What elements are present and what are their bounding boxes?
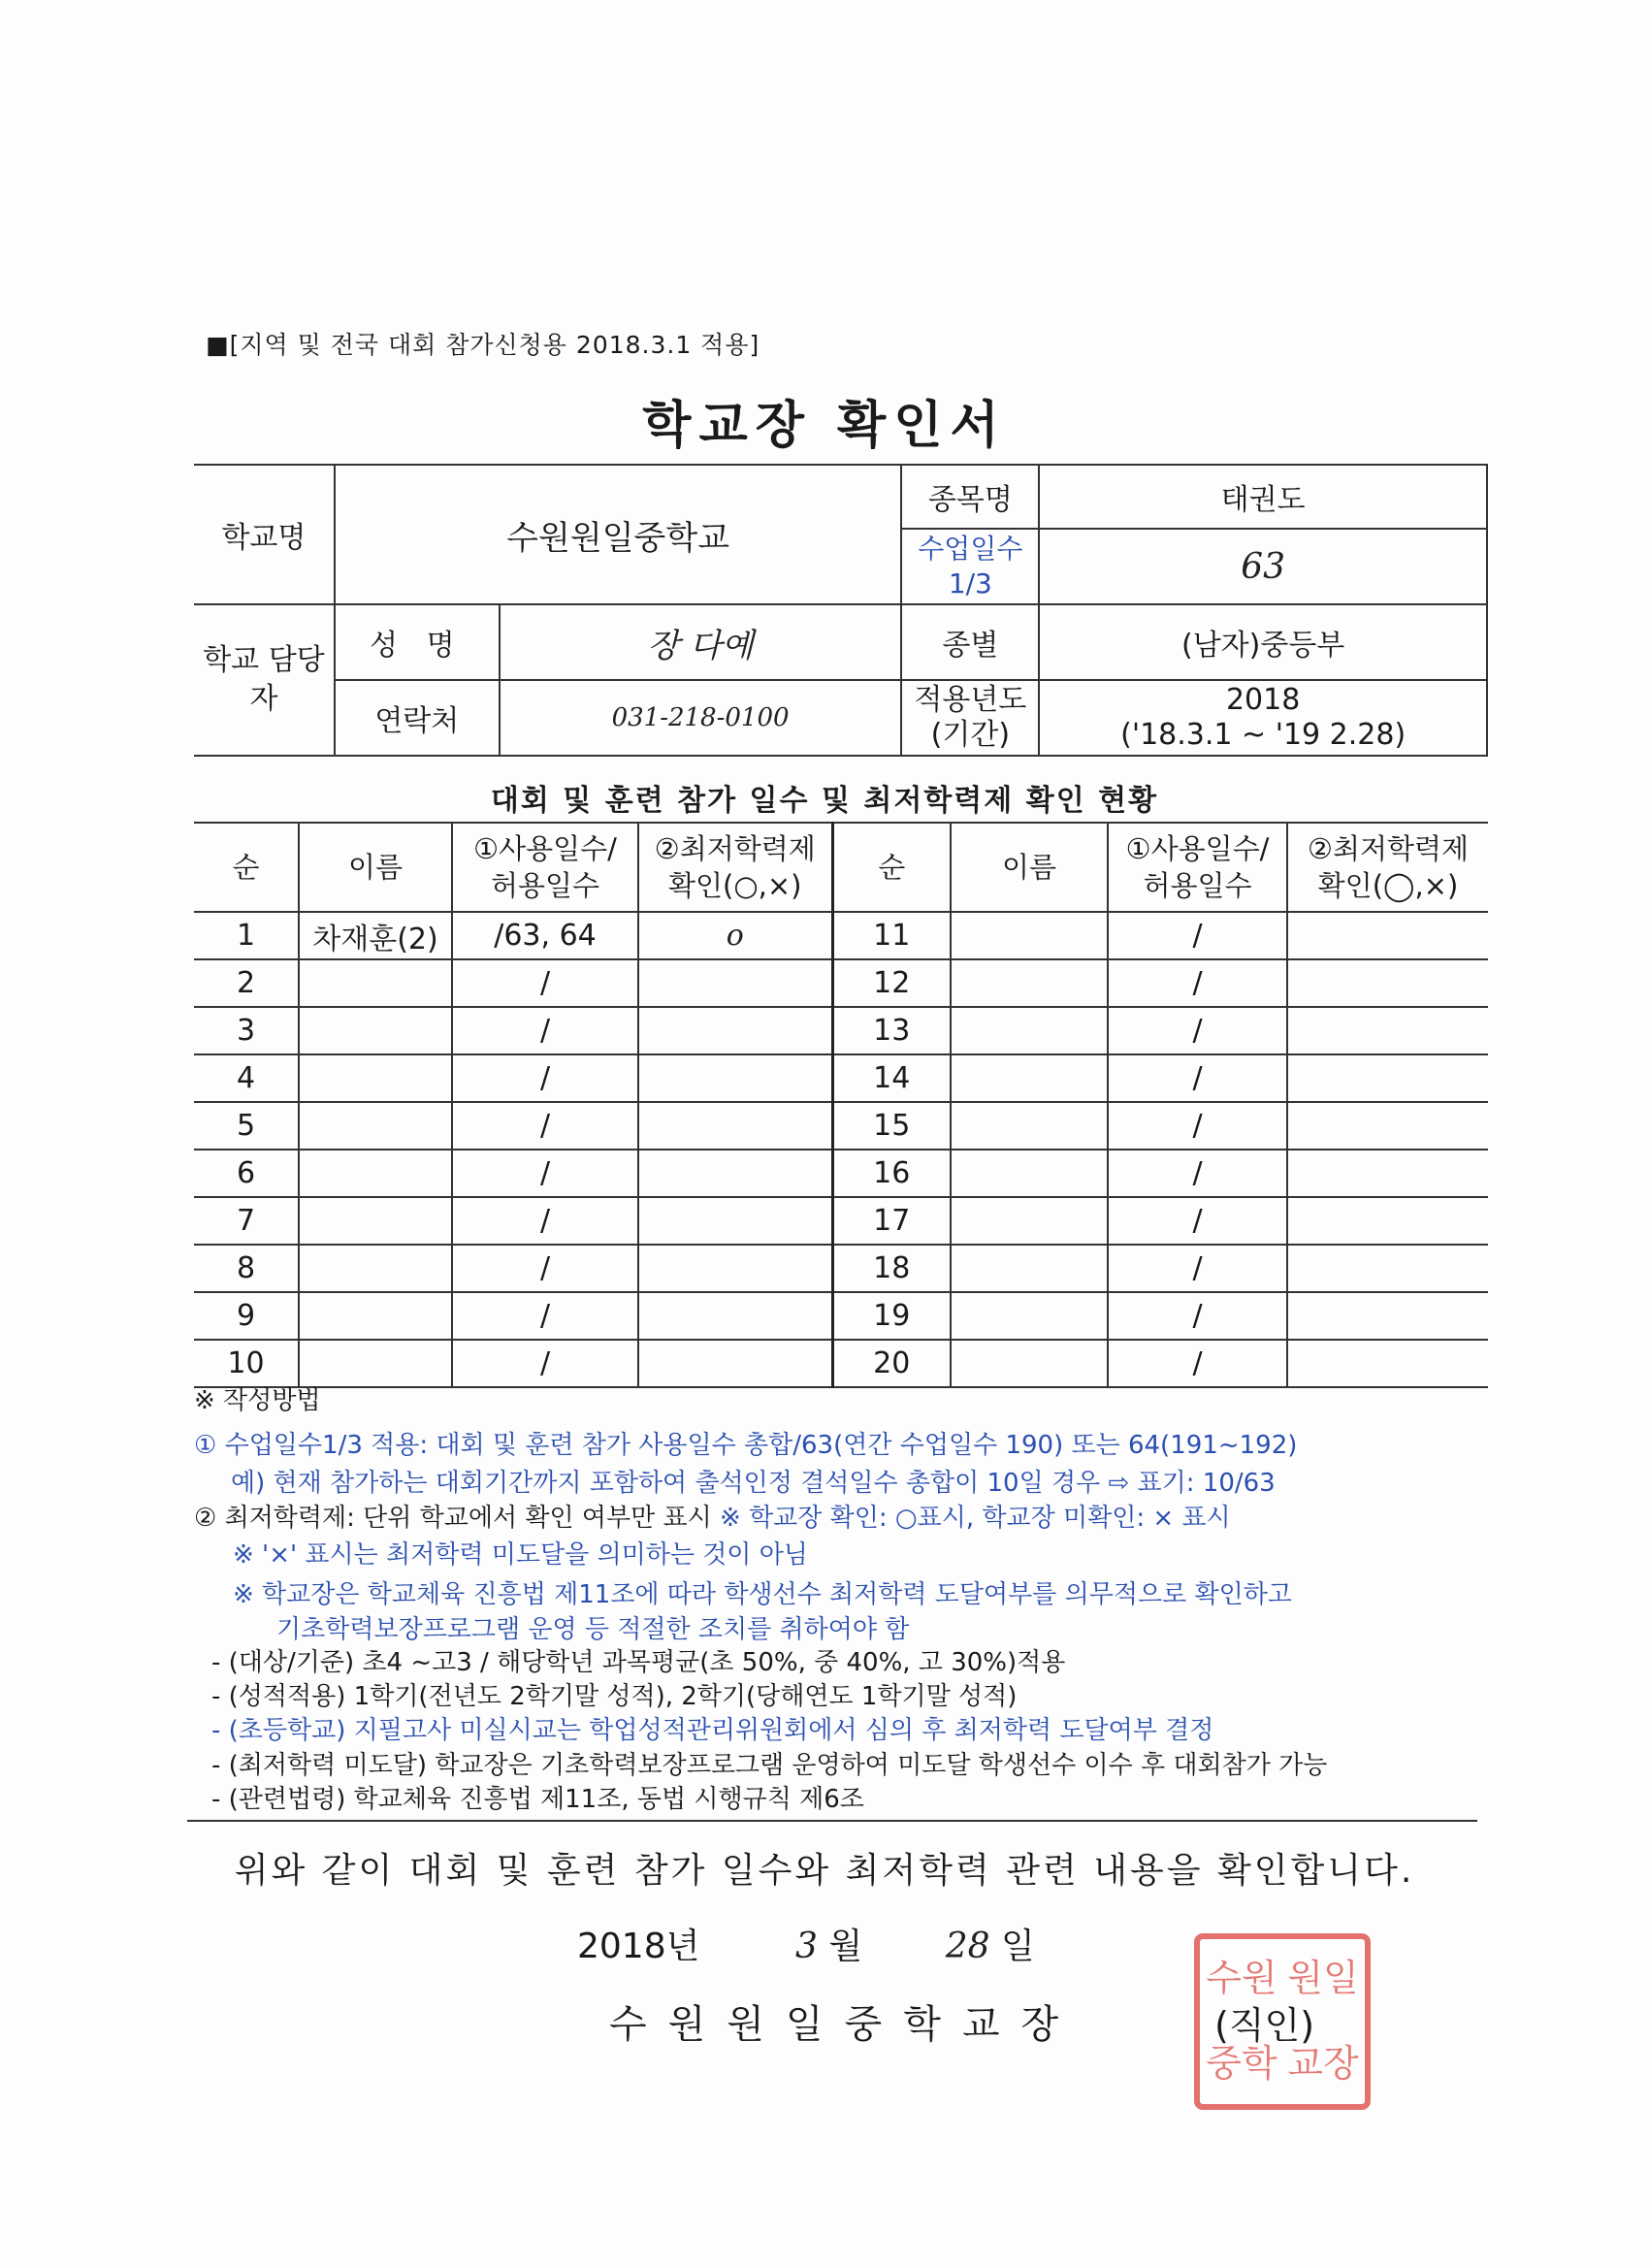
row-name xyxy=(951,1054,1108,1102)
records-table xyxy=(194,822,1488,1388)
row-used-days: / xyxy=(1108,1054,1287,1102)
date-line xyxy=(577,1919,1035,1968)
row-no: 14 xyxy=(832,1054,951,1102)
header-note: ■[지역 및 전국 대회 참가신청용 2018.3.1 적용] xyxy=(206,331,760,359)
table-row xyxy=(194,912,1488,959)
table-row xyxy=(194,1340,1488,1387)
row-used-days: /63, 64 xyxy=(452,912,638,959)
manager-name: 장 다예 xyxy=(500,604,902,680)
row-check xyxy=(638,1292,832,1340)
row-used-days: / xyxy=(1108,1150,1287,1197)
row-check xyxy=(638,1054,832,1102)
header-min-academic-1: ②최저학력제 xyxy=(1307,832,1470,865)
table-row xyxy=(194,1054,1488,1102)
row-no: 7 xyxy=(194,1197,299,1245)
row-no: 8 xyxy=(194,1245,299,1292)
row-check xyxy=(1287,1197,1488,1245)
row-check xyxy=(638,1007,832,1054)
division-value: (남자)중등부 xyxy=(1039,604,1487,680)
contact-value: 031-218-0100 xyxy=(500,680,902,756)
date-day: 28 xyxy=(945,1927,990,1966)
seal-text-2: 원일 xyxy=(1287,1957,1359,1999)
header-used-days-1: ①사용일수/ xyxy=(473,832,617,865)
header-min-academic-2: 확인(○,×) xyxy=(668,869,802,902)
row-name xyxy=(951,912,1108,959)
conclusion-text: 위와 같이 대회 및 훈련 참가 일수와 최저학력 관련 내용을 확인합니다. xyxy=(234,1851,1415,1891)
row-used-days: / xyxy=(452,1054,638,1102)
note-2-suffix: ※ 학교장 확인: ○표시, 학교장 미확인: × 표시 xyxy=(720,1504,1231,1533)
header-min-academic-right xyxy=(1287,823,1488,912)
row-name xyxy=(951,1150,1108,1197)
signer-name: 수원원일중학교장 xyxy=(609,2002,1081,2047)
notes-heading: ※ 작성방법 xyxy=(194,1386,321,1415)
row-no: 1 xyxy=(194,912,299,959)
row-used-days: / xyxy=(1108,1245,1287,1292)
year-value xyxy=(1039,680,1487,756)
school-name-label: 학교명 xyxy=(194,465,335,604)
header-no-left: 순 xyxy=(194,823,299,912)
row-no: 2 xyxy=(194,959,299,1007)
row-name xyxy=(299,1340,452,1387)
note-1-line-1: ① 수업일수1/3 적용: 대회 및 훈련 참가 사용일수 총합/63(연간 수업일수 190) 또는 64(191~192) xyxy=(194,1431,1298,1460)
header-min-academic-left xyxy=(638,823,832,912)
header-min-academic-2: 확인(◯,×) xyxy=(1317,869,1459,902)
table-row xyxy=(194,1007,1488,1054)
header-used-days-2: 허용일수 xyxy=(1143,869,1252,902)
note-1-line-2: 예) 현재 참가하는 대회기간까지 포함하여 출석인정 결석일수 총합이 10일 경우 ⇨ 표기: 10/63 xyxy=(231,1469,1276,1498)
note-detail-below-minimum: - (최저학력 미도달) 학교장은 기초학력보장프로그램 운영하여 미도달 학생선수 이수 후 대회참가 가능 xyxy=(211,1751,1328,1780)
row-no: 15 xyxy=(832,1102,951,1150)
row-used-days: / xyxy=(452,959,638,1007)
row-name xyxy=(951,1292,1108,1340)
date-year: 2018년 xyxy=(577,1927,700,1966)
row-name xyxy=(299,1197,452,1245)
row-name xyxy=(951,1245,1108,1292)
row-used-days: / xyxy=(452,1340,638,1387)
row-used-days: / xyxy=(1108,1007,1287,1054)
header-used-days-2: 허용일수 xyxy=(490,869,600,902)
class-days-label xyxy=(901,529,1039,604)
row-used-days: / xyxy=(1108,1102,1287,1150)
row-name xyxy=(299,1245,452,1292)
row-check xyxy=(1287,1340,1488,1387)
row-name xyxy=(299,1150,452,1197)
date-day-unit: 일 xyxy=(1001,1927,1035,1966)
school-name: 수원원일중학교 xyxy=(335,465,902,604)
row-name xyxy=(951,1197,1108,1245)
row-no: 13 xyxy=(832,1007,951,1054)
page-title: 학교장 확인서 xyxy=(642,397,1007,455)
class-days-label-sub: 1/3 xyxy=(948,567,992,599)
seal-text-4: 교장 xyxy=(1287,2042,1359,2085)
note-detail-elementary: - (초등학교) 지필고사 미실시교는 학업성적관리위원회에서 심의 후 최저학력 도달여부 결정 xyxy=(211,1716,1214,1745)
row-used-days: / xyxy=(1108,959,1287,1007)
year-value-main: 2018 xyxy=(1225,683,1301,717)
row-check xyxy=(638,1197,832,1245)
row-check xyxy=(1287,1292,1488,1340)
row-used-days: / xyxy=(1108,1340,1287,1387)
seal-text-1: 수원 xyxy=(1206,1957,1277,1999)
row-used-days: / xyxy=(1108,1197,1287,1245)
name-label: 성 명 xyxy=(335,604,500,680)
row-check xyxy=(1287,1102,1488,1150)
row-name: 차재훈(2) xyxy=(299,912,452,959)
row-used-days: / xyxy=(452,1007,638,1054)
row-no: 4 xyxy=(194,1054,299,1102)
row-no: 19 xyxy=(832,1292,951,1340)
note-detail-grades: - (성적적용) 1학기(전년도 2학기말 성적), 2학기(당해연도 1학기말 성적) xyxy=(211,1682,1018,1711)
row-check xyxy=(638,1150,832,1197)
info-table xyxy=(194,464,1488,757)
header-name-right: 이름 xyxy=(951,823,1108,912)
note-2-x-meaning: ※ '×' 표시는 최저학력 미도달을 의미하는 것이 아님 xyxy=(233,1540,808,1570)
year-label-sub: (기간) xyxy=(930,718,1011,752)
row-no: 18 xyxy=(832,1245,951,1292)
row-used-days: / xyxy=(452,1150,638,1197)
row-no: 10 xyxy=(194,1340,299,1387)
row-no: 17 xyxy=(832,1197,951,1245)
row-used-days: / xyxy=(1108,1292,1287,1340)
header-used-days-right xyxy=(1108,823,1287,912)
notes-bottom-rule xyxy=(187,1820,1477,1822)
row-name xyxy=(299,1102,452,1150)
row-name xyxy=(951,1102,1108,1150)
row-name xyxy=(951,959,1108,1007)
row-check xyxy=(1287,1054,1488,1102)
event-label: 종목명 xyxy=(901,465,1039,529)
header-no-right: 순 xyxy=(832,823,951,912)
table-row xyxy=(194,1245,1488,1292)
table-row xyxy=(194,1102,1488,1150)
division-label: 종별 xyxy=(901,604,1039,680)
row-used-days: / xyxy=(452,1102,638,1150)
row-name xyxy=(299,1007,452,1054)
note-detail-law: - (관련법령) 학교체육 진흥법 제11조, 동법 시행규칙 제6조 xyxy=(211,1785,864,1814)
manager-label: 학교 담당자 xyxy=(194,604,335,756)
seal-label: (직인) xyxy=(1214,2004,1315,2047)
row-used-days: / xyxy=(452,1197,638,1245)
row-no: 5 xyxy=(194,1102,299,1150)
note-2-principal-1: ※ 학교장은 학교체육 진흥법 제11조에 따라 학생선수 최저학력 도달여부를 의무적으로 확인하고 xyxy=(233,1580,1292,1609)
note-2-prefix: ② 최저학력제: 단위 학교에서 확인 여부만 표시 xyxy=(194,1504,721,1533)
row-check xyxy=(1287,1007,1488,1054)
row-check xyxy=(638,1245,832,1292)
row-name xyxy=(951,1340,1108,1387)
row-no: 20 xyxy=(832,1340,951,1387)
row-check: o xyxy=(638,912,832,959)
table-row xyxy=(194,1197,1488,1245)
row-no: 3 xyxy=(194,1007,299,1054)
row-check xyxy=(638,1340,832,1387)
seal-text-3: 중학 xyxy=(1206,2042,1277,2085)
row-no: 6 xyxy=(194,1150,299,1197)
row-check xyxy=(1287,959,1488,1007)
year-label-main: 적용년도 xyxy=(914,683,1027,717)
table-row xyxy=(194,959,1488,1007)
row-no: 16 xyxy=(832,1150,951,1197)
table-row xyxy=(194,1150,1488,1197)
row-used-days: / xyxy=(452,1245,638,1292)
row-check xyxy=(1287,1150,1488,1197)
note-2-principal-2: 기초학력보장프로그램 운영 등 적절한 조치를 취하여야 함 xyxy=(276,1615,910,1644)
row-used-days: / xyxy=(1108,912,1287,959)
row-no: 9 xyxy=(194,1292,299,1340)
row-no: 12 xyxy=(832,959,951,1007)
row-check xyxy=(1287,1245,1488,1292)
header-min-academic-1: ②최저학력제 xyxy=(654,832,816,865)
row-check xyxy=(638,959,832,1007)
date-month-unit: 월 xyxy=(828,1927,863,1966)
note-2-line xyxy=(194,1502,1504,1536)
row-check xyxy=(1287,912,1488,959)
row-used-days: / xyxy=(452,1292,638,1340)
contact-label: 연락처 xyxy=(335,680,500,756)
row-name xyxy=(299,959,452,1007)
class-days-label-main: 수업일수 xyxy=(918,533,1023,565)
row-name xyxy=(951,1007,1108,1054)
header-used-days-1: ①사용일수/ xyxy=(1125,832,1270,865)
note-detail-target: - (대상/기준) 초4 ~고3 / 해당학년 과목평균(초 50%, 중 40%, 고 30%)적용 xyxy=(211,1648,1066,1677)
year-period: ('18.3.1 ~ '19 2.28) xyxy=(1120,718,1406,752)
date-month: 3 xyxy=(794,1927,818,1966)
row-name xyxy=(299,1292,452,1340)
header-name-left: 이름 xyxy=(299,823,452,912)
row-check xyxy=(638,1102,832,1150)
row-no: 11 xyxy=(832,912,951,959)
status-caption: 대회 및 훈련 참가 일수 및 최저학력제 확인 현황 xyxy=(490,784,1159,818)
class-days-value: 63 xyxy=(1039,529,1487,604)
table-row xyxy=(194,1292,1488,1340)
row-name xyxy=(299,1054,452,1102)
header-used-days-left xyxy=(452,823,638,912)
year-label xyxy=(901,680,1039,756)
event-value: 태권도 xyxy=(1039,465,1487,529)
